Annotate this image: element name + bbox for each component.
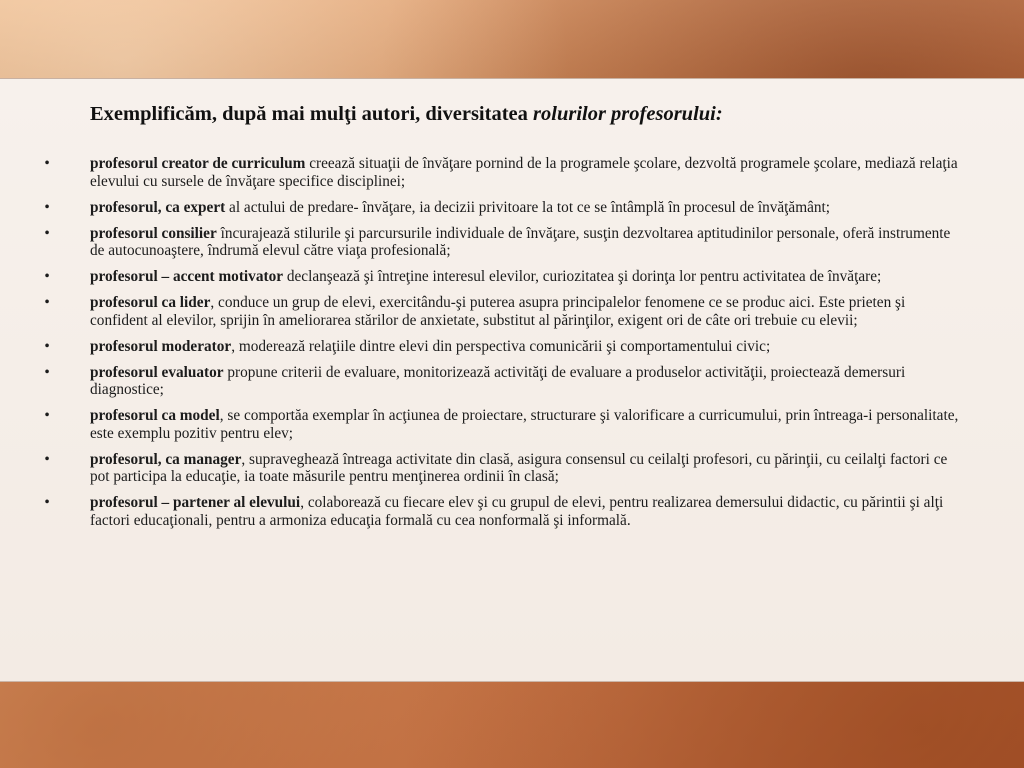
role-description: al actului de predare- învăţare, ia decizii privitoare la tot ce se întâmplă în procesul de învăţământ; [225,198,831,216]
list-item [40,225,960,260]
list-item [40,199,960,217]
bullet-icon: • [44,224,50,242]
list-item [40,155,960,190]
role-term: profesorul creator de curriculum [90,155,306,172]
slide-title-italic: rolurilor profesorului: [533,103,723,125]
role-term: profesorul moderator [90,337,232,355]
bullet-icon: • [44,294,50,311]
slide-title-text: Exemplificăm, după mai mulţi autori, diversitatea [90,103,534,125]
role-description: , conduce un grup de elevi, exercitându-şi puterea asupra principalelor fenomene ce se produc aici. Este prieten şi confident al elevilor, sprijin în ameliorarea stărilor de anxietate, substitut al părinţilor, exigent ori de câte ori trebuie cu elevii; [90,294,906,329]
bullet-icon: • [44,155,50,172]
roles-bullet-list [40,155,960,538]
role-term: profesorul, ca expert [90,198,226,216]
background-top-band [0,0,1024,78]
slide-title [90,103,723,126]
list-item [40,294,960,329]
role-term: profesorul – partener al elevului [90,494,301,511]
list-item [40,494,960,529]
role-term: profesorul consilier [90,224,217,242]
list-item [40,364,960,399]
bullet-icon: • [44,337,50,355]
role-description: , colaborează cu fiecare elev şi cu grupul de elevi, pentru realizarea demersului didactic, cu părintii şi alţi factori educaţionali, pentru a armoniza educaţia formală cu cea nonformală şi informală. [90,494,944,529]
role-description: , moderează relaţiile dintre elevi din perspectiva comunicării şi comportamentului civic; [231,337,771,355]
role-description: propune criterii de evaluare, monitorizează activităţi de evaluare a produselor activităţii, proiectează demersuri diagnostice; [90,363,906,398]
role-term: profesorul – accent motivator [90,268,284,285]
role-description: creează situaţii de învăţare pornind de la programele şcolare, dezvoltă programele şcolare, mediază relaţia elevului cu sursele de învăţare specifice disciplinei; [90,155,958,190]
role-description: declanşează şi întreţine interesul elevilor, curiozitatea şi dorinţa lor pentru activitatea de învăţare; [283,268,882,285]
role-description: încurajează stilurile şi parcursurile individuale de învăţare, susţin dezvoltarea aptitudinilor personale, oferă instrumente de autocunoaştere, îndrumă elevul către viaţa profesională; [90,224,951,259]
role-term: profesorul ca lider [90,294,211,311]
role-description: , supraveghează întreaga activitate din clasă, asigura consensul cu ceilalţi profesori, cu părinţii, cu ceilalţi factori ce pot participa la educaţie, ia toate măsurile pentru menţinerea ordinii în clasă; [90,450,948,485]
role-term: profesorul evaluator [90,363,224,381]
bullet-icon: • [44,494,50,511]
list-item [40,407,960,442]
list-item [40,338,960,356]
bullet-icon: • [44,363,50,381]
role-term: profesorul ca model [90,407,220,424]
bullet-icon: • [44,450,50,468]
role-description: , se comportăa exemplar în acţiunea de proiectare, structurare şi valorificare a curricumului, prin întreaga-i personalitate, este exemplu pozitiv pentru elev; [90,407,959,442]
role-term: profesorul, ca manager [90,450,242,468]
bullet-icon: • [44,407,50,424]
list-item [40,268,960,286]
bullet-icon: • [44,268,50,285]
list-item [40,451,960,486]
bullet-icon: • [44,198,50,216]
